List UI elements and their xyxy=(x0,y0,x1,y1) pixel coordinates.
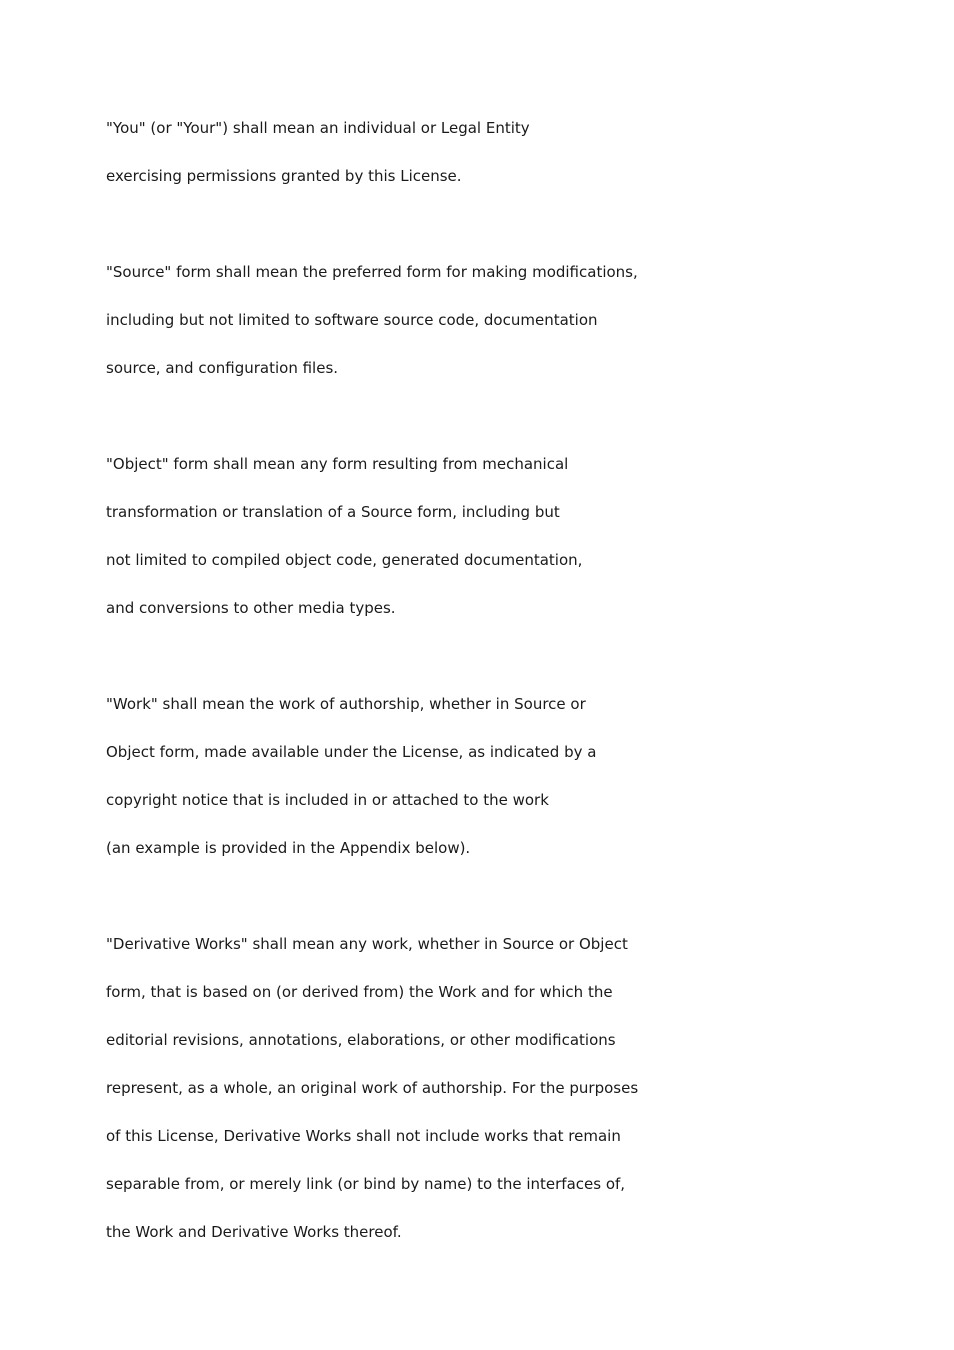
text-line: "Source" form shall mean the preferred form for making modifications, xyxy=(106,263,638,281)
text-line: Object form, made available under the License, as indicated by a xyxy=(106,743,597,761)
text-line: transformation or translation of a Source form, including but xyxy=(106,503,560,521)
text-line: copyright notice that is included in or attached to the work xyxy=(106,791,549,809)
text-line: represent, as a whole, an original work of authorship. For the purposes xyxy=(106,1079,639,1097)
text-line: editorial revisions, annotations, elaborations, or other modifications xyxy=(106,1031,616,1049)
text-line: not limited to compiled object code, generated documentation, xyxy=(106,551,583,569)
text-line: and conversions to other media types. xyxy=(106,599,396,617)
text-line: "Object" form shall mean any form resulting from mechanical xyxy=(106,455,569,473)
text-line: (an example is provided in the Appendix below). xyxy=(106,839,471,857)
text-line: source, and configuration files. xyxy=(106,359,339,377)
text-line: "Derivative Works" shall mean any work, whether in Source or Object xyxy=(106,935,628,953)
paragraph-you-definition xyxy=(106,104,866,200)
text-line: "Work" shall mean the work of authorship, whether in Source or xyxy=(106,695,586,713)
paragraph-source-definition xyxy=(106,248,866,392)
paragraph-derivative-works-definition xyxy=(106,920,866,1256)
text-line: of this License, Derivative Works shall not include works that remain xyxy=(106,1127,621,1145)
text-line: including but not limited to software source code, documentation xyxy=(106,311,598,329)
paragraph-object-definition xyxy=(106,440,866,632)
text-line: form, that is based on (or derived from) the Work and for which the xyxy=(106,983,613,1001)
document-body xyxy=(106,104,866,1304)
text-line: the Work and Derivative Works thereof. xyxy=(106,1223,402,1241)
text-line: exercising permissions granted by this License. xyxy=(106,167,462,185)
text-line: separable from, or merely link (or bind by name) to the interfaces of, xyxy=(106,1175,626,1193)
paragraph-work-definition xyxy=(106,680,866,872)
text-line: "You" (or "Your") shall mean an individual or Legal Entity xyxy=(106,119,530,137)
